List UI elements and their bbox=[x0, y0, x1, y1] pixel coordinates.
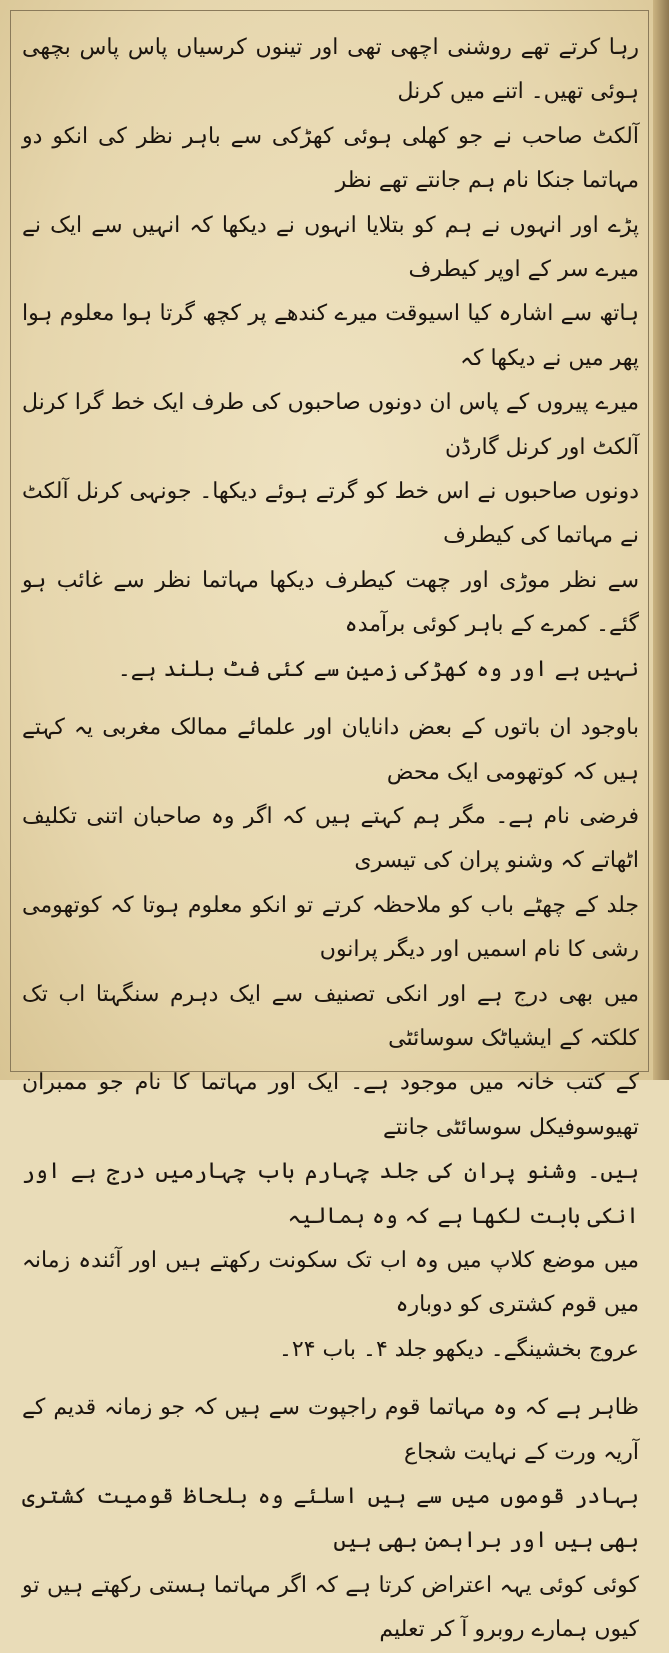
paragraph-gap bbox=[22, 692, 639, 706]
text-line: سے نظر موڑی اور چھت کیطرف دیکھا مہاتما نظر سے غائب ہو گئے۔ کمرے کے باہر کوئی برآمدہ bbox=[22, 567, 639, 638]
text-line: ہاتھ سے اشارہ کیا اسیوقت میرے کندھے پر کچھ گرتا ہوا معلوم ہوا پھر میں نے دیکھا کہ bbox=[22, 301, 639, 371]
text-line: میں بھی درج ہے اور انکی تصنیف سے ایک دہرم سنگہتا اب تک کلکتہ کے ایشیاٹک سوسائٹی bbox=[22, 981, 639, 1051]
text-line: میں موضع کلاپ میں وہ اب تک سکونت رکھتے ہیں اور آئندہ زمانہ میں قوم کشتری کو دوبارہ bbox=[22, 1247, 639, 1318]
text-line: نہیں ہے اور وہ کھڑکی زمین سے کئی فٹ بلند ہے۔ bbox=[117, 656, 639, 682]
text-line: دونوں صاحبوں نے اس خط کو گرتے ہوئے دیکھا۔ جونہی کرنل آلکٹ نے مہاتما کی کیطرف bbox=[22, 479, 639, 549]
text-line: باوجود ان باتوں کے بعض دانایان اور علمائے ممالک مغربی یہ کہتے ہیں کہ کوتھومی ایک محض bbox=[22, 715, 639, 785]
text-line: کے کتب خانہ میں موجود ہے۔ ایک اور مہاتما کا نام جو ممبران تھیوسوفیکل سوسائٹی جانتے bbox=[22, 1070, 639, 1140]
paragraph-gap bbox=[22, 1372, 639, 1386]
text-line: رہا کرتے تھے روشنی اچھی تھی اور تینوں کرسیاں پاس پاس بچھی ہوئی تھیں۔ اتنے میں کرنل bbox=[22, 35, 639, 105]
book-spine bbox=[653, 0, 669, 1080]
text-line: ظاہر ہے کہ وہ مہاتما قوم راجپوت سے ہیں کہ جو زمانہ قدیم کے آریہ ورت کے نہایت شجاع bbox=[22, 1395, 639, 1465]
text-line: پڑے اور انہوں نے ہم کو بتلایا انہوں نے دیکھا کہ انہیں سے ایک نے میرے سر کے اوپر کیطرف bbox=[22, 212, 639, 283]
text-line: عروج بخشینگے۔ دیکھو جلد ۴۔ باب ۲۴۔ bbox=[278, 1336, 639, 1362]
text-line: جلد کے چھٹے باب کو ملاحظہ کرتے تو انکو معلوم ہوتا کہ کوتھومی رشی کا نام اسمیں اور دیگر پرانوں bbox=[22, 892, 639, 963]
page-text bbox=[22, 26, 639, 1653]
text-line: فرضی نام ہے۔ مگر ہم کہتے ہیں کہ اگر وہ صاحبان اتنی تکلیف اٹھاتے کہ وشنو پران کی تیسری bbox=[22, 803, 639, 874]
text-line: ہیں۔ وشنو پران کی جلد چہارم باب چہارمیں درج ہے اور انکی بابت لکھا ہے کہ وہ ہمالیہ bbox=[22, 1159, 639, 1229]
text-line: کوئی کوئی یہہ اعتراض کرتا ہے کہ اگر مہاتما ہستی رکھتے ہیں تو کیوں ہمارے روبرو آ کر تعلیم bbox=[22, 1572, 639, 1643]
text-line: میرے پیروں کے پاس ان دونوں صاحبوں کی طرف ایک خط گرا کرنل آلکٹ اور کرنل گارڈن bbox=[22, 390, 639, 460]
text-line: آلکٹ صاحب نے جو کھلی ہوئی کھڑکی سے باہر نظر کی انکو دو مہاتما جنکا نام ہم جانتے تھے نظر bbox=[22, 123, 639, 194]
text-line: بہادر قوموں میں سے ہیں اسلئے وہ بلحاظ قومیت کشتری بھی ہیں اور براہمن بھی ہیں bbox=[22, 1484, 639, 1554]
